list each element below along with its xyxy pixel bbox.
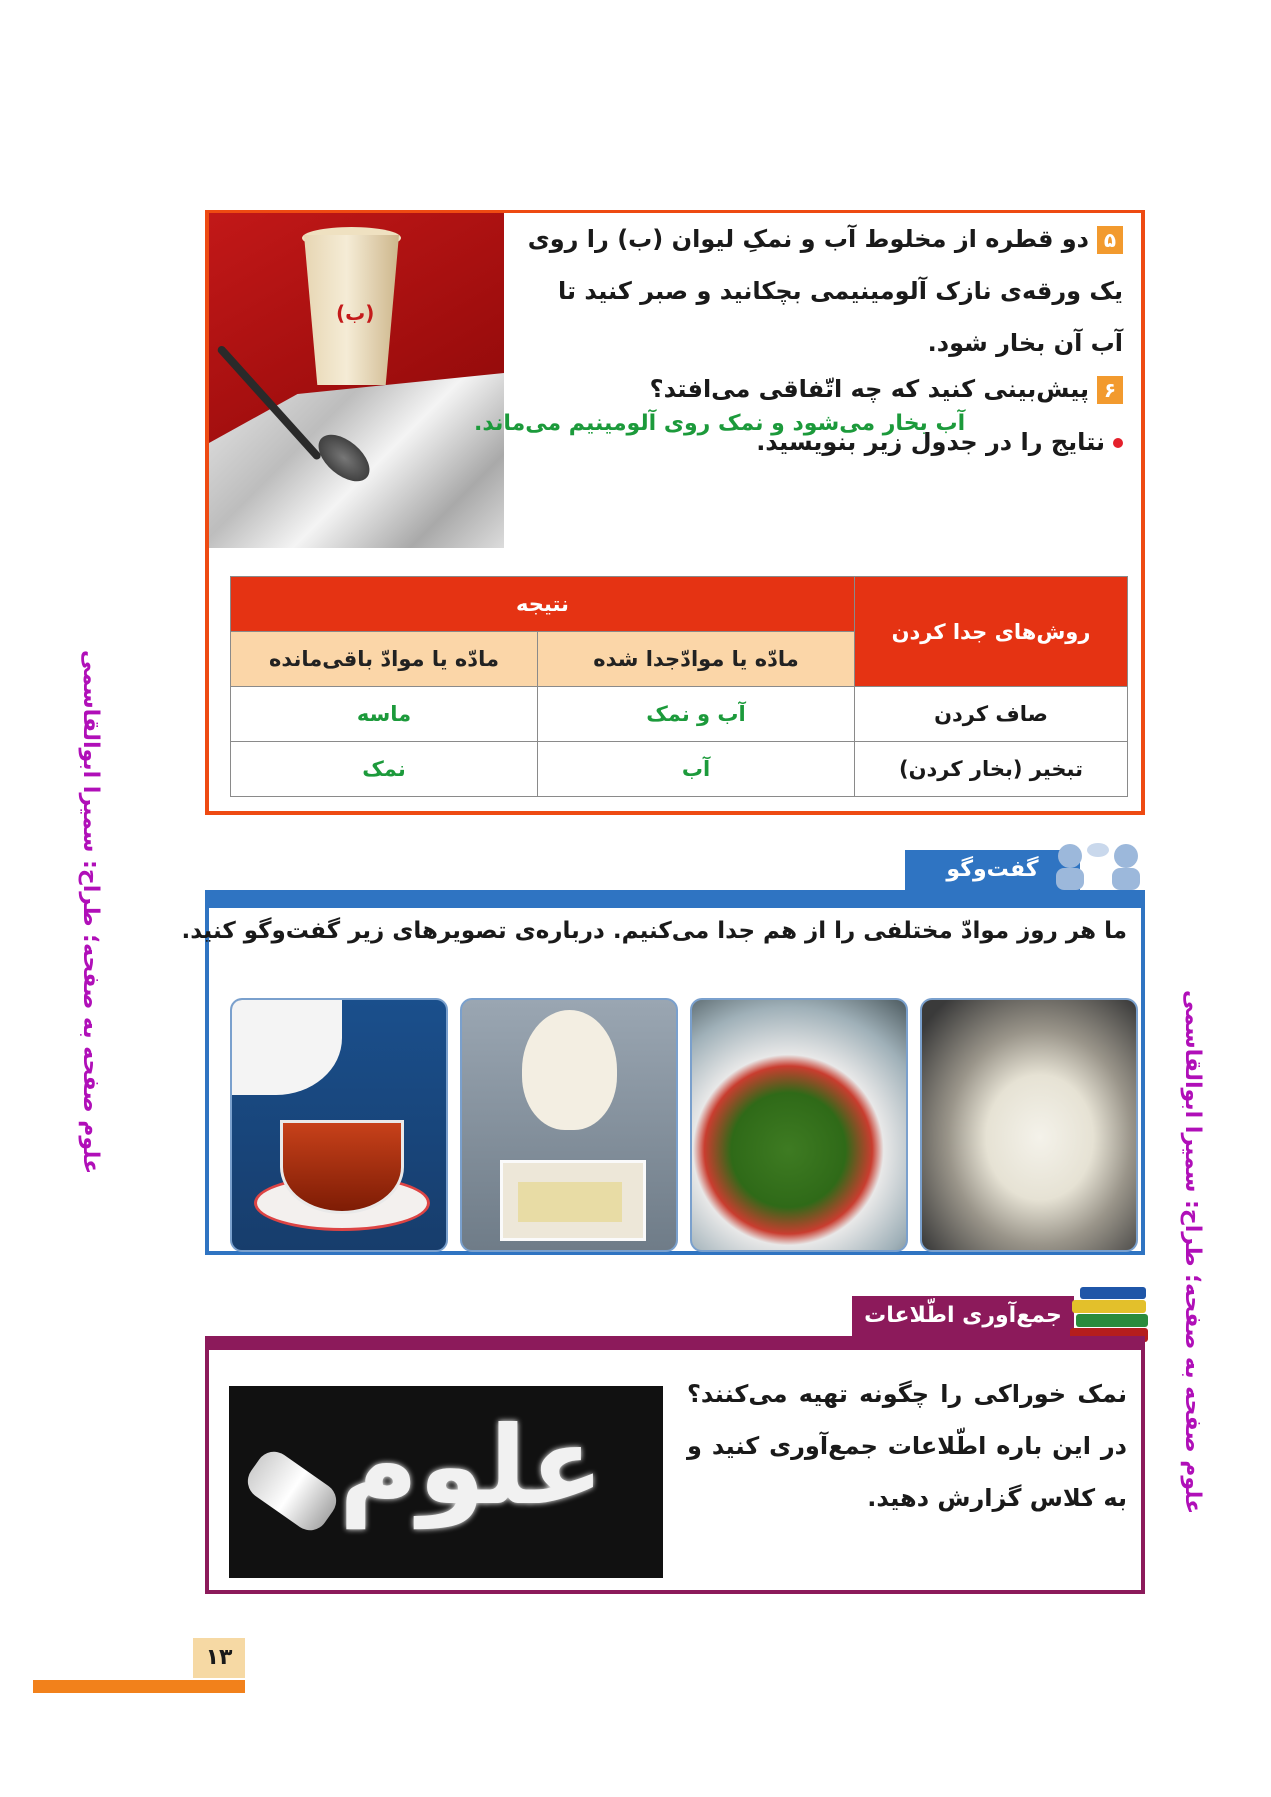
results-table — [230, 576, 1128, 797]
salt-word: علوم — [339, 1404, 604, 1529]
tea-glass — [280, 1120, 404, 1214]
discussion-people-icon — [1048, 838, 1148, 890]
teapot — [232, 1000, 342, 1095]
page-bar — [33, 1680, 245, 1693]
rice-sieve-photo — [920, 998, 1138, 1252]
instruction-text: نتایج را در جدول زیر بنویسید. — [756, 428, 1105, 456]
method-cell: تبخیر (بخار کردن) — [855, 742, 1128, 797]
remaining-cell: ماسه — [231, 687, 538, 742]
table-row — [231, 687, 1128, 742]
experiment-section — [205, 210, 1145, 815]
cheese-cloth-photo — [460, 998, 678, 1252]
discussion-section — [181, 890, 1145, 1255]
cup-foil-photo — [209, 213, 504, 548]
remaining-header: مادّه یا موادّ باقی‌مانده — [231, 632, 538, 687]
table-row — [231, 742, 1128, 797]
question-6-number: ۶ — [1097, 376, 1123, 404]
cloth-bag — [522, 1010, 617, 1130]
cup-label: (ب) — [336, 301, 375, 325]
discussion-text: ما هر روز موادّ مختلفی را از هم جدا می‌کنیم. درباره‌ی تصویرهای زیر گفت‌وگو کنید. — [181, 918, 1127, 944]
bullet-dot — [1113, 438, 1123, 448]
remaining-cell: نمک — [231, 742, 538, 797]
page-number: ۱۳ — [193, 1638, 245, 1678]
question-5-number: ۵ — [1097, 226, 1123, 254]
tea-strainer-photo — [230, 998, 448, 1252]
side-credit-left: علوم صفحه به صفحه؛ طراح: سمیرا ابوالقاسمی — [78, 650, 103, 1175]
info-gathering-tab: جمع‌آوری اطّلاعات — [852, 1296, 1074, 1336]
result-header: نتیجه — [231, 577, 855, 632]
method-cell: صاف کردن — [855, 687, 1128, 742]
info-gathering-text: نمک خوراکی را چگونه تهیه می‌کنند؟ در این باره اطّلاعات جمع‌آوری کنید و به کلاس گزارش دهید. — [687, 1380, 1127, 1512]
salt-shaker — [241, 1445, 343, 1538]
washing-greens-photo — [690, 998, 908, 1252]
separated-cell: آب و نمک — [538, 687, 855, 742]
question-5 — [523, 213, 1123, 369]
whey — [518, 1182, 622, 1222]
side-credit-right: علوم صفحه به صفحه؛ طراح: سمیرا ابوالقاسمی — [1180, 990, 1205, 1515]
question-6-text: پیش‌بینی کنید که چه اتّفاقی می‌افتد؟ — [649, 375, 1089, 403]
question-5-text: دو قطره از مخلوط آب و نمکِ لیوان (ب) را روی یک ورقه‌ی نازک آلومینیمی بچکانید و صبر کنید تا آب آن بخار شود. — [527, 225, 1123, 357]
question-6 — [523, 363, 1123, 415]
methods-header: روش‌های جدا کردن — [855, 577, 1128, 687]
discussion-tab: گفت‌وگو — [905, 850, 1080, 890]
salt-word-photo — [229, 1386, 663, 1578]
separated-cell: آب — [538, 742, 855, 797]
separated-header: مادّه یا موادّجدا شده — [538, 632, 855, 687]
info-gathering-section — [205, 1336, 1145, 1594]
handwritten-answer: آب بخار می‌شود و نمک روی آلومینیم می‌ماند. — [474, 411, 966, 436]
